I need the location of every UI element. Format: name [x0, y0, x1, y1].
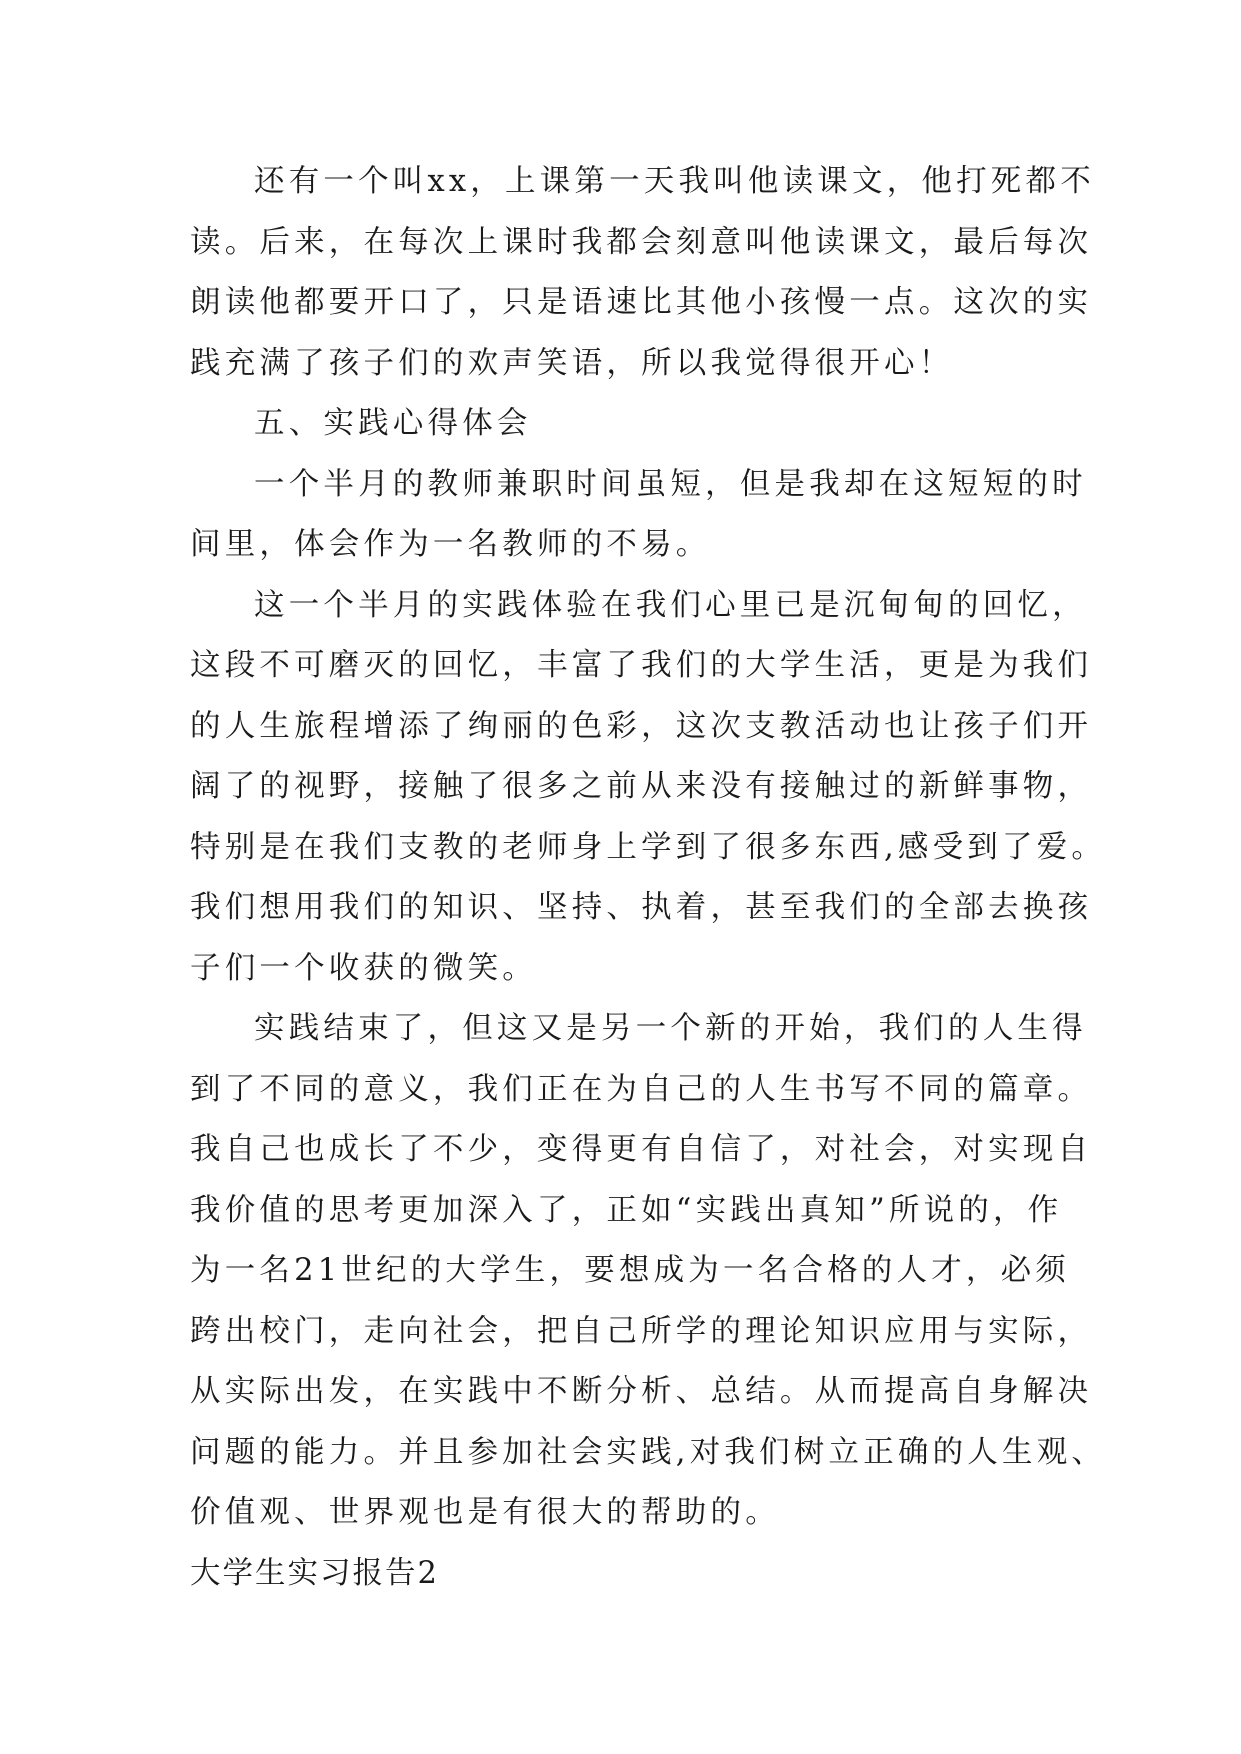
text-line-22: 问题的能力。并且参加社会实践,对我们树立正确的人生观、: [190, 1434, 1107, 1470]
text-line-15: 实践结束了，但这又是另一个新的开始，我们的人生得: [254, 1011, 1087, 1046]
document-body: [190, 152, 1107, 1604]
text-line-10: 的人生旅程增添了绚丽的色彩，这次支教活动也让孩子们开: [190, 708, 1093, 744]
section-heading: 五、实践心得体会: [254, 406, 532, 441]
text-line-23: 价值观、世界观也是有很大的帮助的。: [190, 1495, 780, 1530]
text-line-3: 朗读他都要开口了，只是语速比其他小孩慢一点。这次的实: [190, 285, 1093, 320]
text-line-17: 我自己也成长了不少，变得更有自信了，对社会，对实现自: [190, 1132, 1093, 1167]
text-line-6: 一个半月的教师兼职时间虽短，但是我却在这短短的时: [254, 466, 1087, 502]
text-line-11: 阔了的视野，接触了很多之前从来没有接触过的新鲜事物，: [190, 769, 1093, 804]
text-line-21: 从实际出发，在实践中不断分析、总结。从而提高自身解决: [190, 1374, 1093, 1409]
text-line-20: 跨出校门，走向社会，把自己所学的理论知识应用与实际，: [190, 1313, 1093, 1349]
text-line-2: 读。后来，在每次上课时我都会刻意叫他读课文，最后每次: [190, 224, 1093, 260]
document-title: 大学生实习报告2: [190, 1555, 439, 1591]
text-line-13: 我们想用我们的知识、坚持、执着，甚至我们的全部去换孩: [190, 890, 1093, 925]
text-line-8: 这一个半月的实践体验在我们心里已是沉甸甸的回忆，: [254, 587, 1087, 623]
text-line-16: 到了不同的意义，我们正在为自己的人生书写不同的篇章。: [190, 1071, 1093, 1107]
text-line-1: 还有一个叫xx，上课第一天我叫他读课文，他打死都不: [254, 164, 1095, 199]
text-line-12: 特别是在我们支教的老师身上学到了很多东西,感受到了爱。: [190, 829, 1107, 865]
text-line-4: 践充满了孩子们的欢声笑语，所以我觉得很开心！: [190, 345, 954, 381]
text-line-19: 为一名21世纪的大学生，要想成为一名合格的人才，必须: [190, 1253, 1071, 1288]
text-line-18: 我价值的思考更加深入了，正如“实践出真知”所说的，作: [190, 1192, 1063, 1228]
text-line-14: 子们一个收获的微笑。: [190, 950, 537, 986]
text-line-9: 这段不可磨灭的回忆，丰富了我们的大学生活，更是为我们: [190, 648, 1093, 683]
text-line-7: 间里，体会作为一名教师的不易。: [190, 527, 711, 562]
